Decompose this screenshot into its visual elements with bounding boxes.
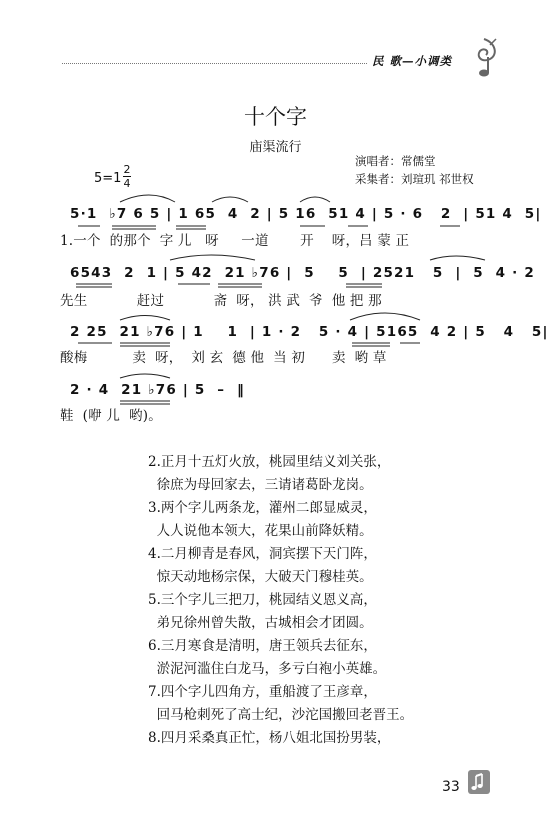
verse-line: 徐庶为母回家去，三请诸葛卧龙岗。 — [148, 477, 373, 493]
score-notes-line-4: 2 · 4 21 ♭76 | 5 – ‖ — [70, 382, 245, 398]
verse-line: 弟兄徐州曾失散，古城相会才团圆。 — [148, 615, 373, 631]
verse-line: 4.二月柳青是春风，洞宾摆下天门阵， — [148, 546, 377, 562]
score-lyrics-line-4: 鞋 (咿 儿 哟)。 — [60, 408, 162, 424]
verse-line: 5.三个字儿三把刀，桃园结义恩义高， — [148, 592, 377, 608]
page-number: 33 — [442, 779, 460, 795]
section-label: 民 歌—小调类 — [372, 54, 453, 68]
meter-top: 2 — [123, 163, 131, 176]
score-notes-line-1: 5·1 ♭7 6 5 | 1 65 4 2 | 5 16 51 4 | 5 · 6 2 | 51 4 5| — [70, 206, 542, 222]
score-notes-line-3: 2 25 21 ♭76 | 1 1 | 1 · 2 5 · 4 | 5165 4 2 | 5 4 5| — [70, 324, 549, 340]
verse-line: 3.两个字儿两条龙，灌州二郎显威灵， — [148, 500, 377, 516]
score-notes-line-2: 6543 2 1 | 5 42 21 ♭76 | 5 5 | 2521 5 | 5 4 · 2 — [70, 265, 535, 281]
verse-line: 2.正月十五灯火放，桃园里结义刘关张， — [148, 454, 391, 470]
key-signature: 5=1 — [94, 171, 122, 186]
page-music-icon — [468, 770, 490, 794]
score-lyrics-line-1: 1.一个 的那个 字 儿 呀 一道 开 呀，吕 蒙 正 — [60, 233, 410, 249]
verse-line: 6.三月寒食是清明，唐王领兵去征东， — [148, 638, 377, 654]
verse-line: 人人说他本领大，花果山前降妖精。 — [148, 523, 373, 539]
verse-line: 淤泥河滥住白龙马，多亏白袍小英雄。 — [148, 661, 387, 677]
verse-line: 惊天动地杨宗保，大破天门穆桂英。 — [148, 569, 373, 585]
collector-credit: 采集者：刘瑄玑 祁世权 — [355, 172, 474, 186]
score-lyrics-line-2: 先生 赶过 斋 呀， 洪 武 爷 他 把 那 — [60, 293, 382, 309]
verse-line: 7.四个字儿四角方，重船渡了王彦章， — [148, 684, 377, 700]
song-subtitle: 庙渠流行 — [249, 140, 302, 155]
score-lyrics-line-3: 酸梅 卖 呀， 刘 玄 德 他 当 初 卖 哟 草 — [60, 350, 387, 366]
song-title: 十个字 — [244, 105, 307, 129]
verse-line: 8.四月采桑真正忙，杨八姐北国扮男装， — [148, 730, 391, 746]
verse-line: 回马枪刺死了高士纪，沙沱国搬回老晋王。 — [148, 707, 414, 723]
singer-credit: 演唱者：常儒堂 — [355, 154, 436, 168]
meter-bottom: 4 — [123, 177, 131, 190]
